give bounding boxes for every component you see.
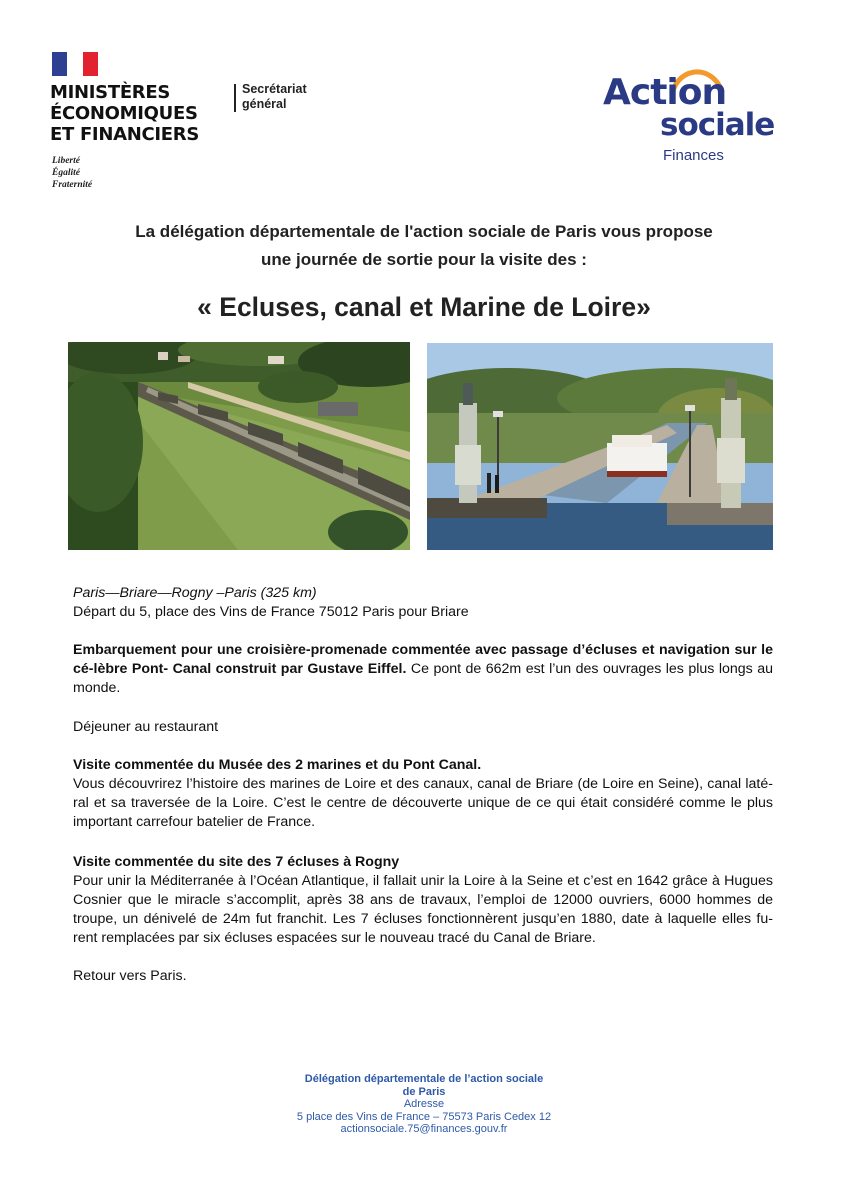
ministry-name-line: ÉCONOMIQUES bbox=[50, 103, 198, 124]
cruise-paragraph bbox=[73, 641, 773, 698]
intro-text bbox=[0, 218, 848, 274]
motto-line: Liberté bbox=[52, 156, 80, 166]
pont-canal-bridge-icon bbox=[427, 343, 773, 550]
footer-org-line: Délégation départementale de l’action sociale bbox=[304, 1073, 544, 1085]
ministry-name-line: MINISTÈRES bbox=[50, 82, 171, 103]
route-line: Paris—Briare—Rogny –Paris (325 km) bbox=[73, 585, 317, 601]
logo-word-action: Action bbox=[603, 72, 727, 113]
footer-email[interactable]: actionsociale.75@finances.gouv.fr bbox=[340, 1123, 508, 1135]
locks-photo bbox=[68, 342, 410, 550]
french-flag-icon bbox=[52, 52, 98, 76]
department-line: Secrétariat bbox=[242, 82, 307, 96]
ministry-logo bbox=[50, 52, 320, 202]
department-name bbox=[242, 82, 307, 112]
motto-line: Égalité bbox=[52, 168, 80, 178]
logo-divider bbox=[234, 84, 236, 112]
intro-line: une journée de sortie pour la visite des : bbox=[261, 250, 587, 269]
locks-staircase-aerial-icon bbox=[68, 342, 410, 550]
ministry-name bbox=[50, 82, 199, 145]
museum-heading: Visite commentée du Musée des 2 marines et du Pont Canal. bbox=[73, 757, 482, 773]
department-line: général bbox=[242, 97, 287, 111]
locks-section bbox=[73, 853, 773, 948]
cruise-section bbox=[73, 641, 773, 698]
return-section bbox=[73, 967, 773, 986]
locks-text: Pour unir la Méditerranée à l’Océan Atlantique, il fallait unir la Loire à la Seine et c’est en 1642 grâce à Hugues Cosnier que le miracle s’accomplit, après 38 ans de travaux, l’emploi de 12000 ouvriers, 6000 hommes de troupe, un dénivelé de 24m fut franchit. Les 7 écluses fonctionnèrent jusqu’en 1880, date à laquelle elles fu-rent remplacées par six écluses espacées sur le nouveau tracé du Canal de Briare. bbox=[73, 873, 773, 946]
logo-word-finances: Finances bbox=[663, 147, 724, 164]
museum-section bbox=[73, 756, 773, 832]
footer bbox=[0, 1073, 848, 1136]
motto-line: Fraternité bbox=[52, 180, 93, 190]
departure-line: Départ du 5, place des Vins de France 75012 Paris pour Briare bbox=[73, 604, 469, 620]
action-sociale-logo bbox=[600, 55, 790, 175]
page-title: « Ecluses, canal et Marine de Loire» bbox=[197, 292, 651, 322]
museum-text: Vous découvrirez l’histoire des marines de Loire et des canaux, canal de Briare (de Loire en Seine), canal laté-ral et sa traversée de la Loire. C’est le centre de découverte unique de ce qui était considéré comme le plus important carrefour batelier de France. bbox=[73, 776, 773, 830]
lunch-section bbox=[73, 718, 773, 737]
motto bbox=[52, 155, 92, 191]
intro-line: La délégation départementale de l'action sociale de Paris vous propose bbox=[135, 222, 713, 241]
lunch-line: Déjeuner au restaurant bbox=[73, 719, 219, 735]
cruise-text: Ce pont de 662m est l’un des ouvrages les plus longs au monde. bbox=[73, 661, 773, 696]
ministry-name-line: ET FINANCIERS bbox=[50, 124, 200, 145]
return-line: Retour vers Paris. bbox=[73, 968, 187, 984]
locks-heading: Visite commentée du site des 7 écluses à Rogny bbox=[73, 854, 400, 870]
cruise-bold: Embarquement pour une croisière-promenade commentée avec passage d’écluses et navigation sur le cé-lèbre Pont- Canal construit par Gustave Eiffel. bbox=[73, 642, 773, 677]
logo-word-sociale: sociale bbox=[660, 107, 775, 143]
footer-city-line: de Paris bbox=[402, 1085, 446, 1098]
footer-address-label: Adresse bbox=[403, 1098, 445, 1110]
pont-canal-photo bbox=[427, 343, 773, 550]
footer-address: 5 place des Vins de France – 75573 Paris Cedex 12 bbox=[296, 1110, 552, 1123]
itinerary bbox=[73, 584, 773, 622]
